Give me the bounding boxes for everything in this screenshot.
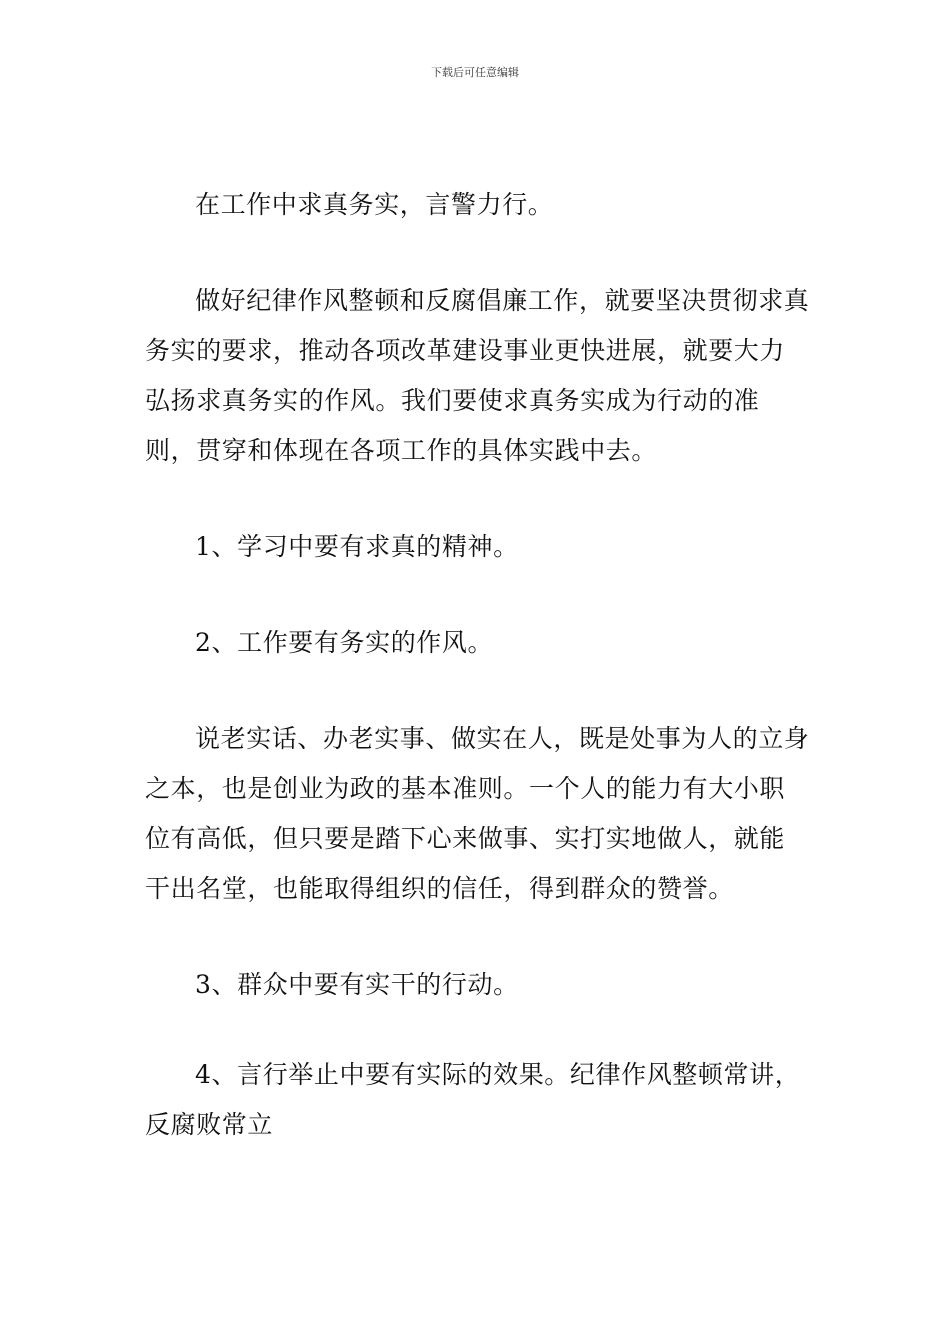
paragraph-item-3: 3、群众中要有实干的行动。 [195, 970, 519, 999]
paragraph-item-4: 4、言行举止中要有实际的效果。纪律作风整顿常讲，反腐败常立 [145, 1060, 801, 1139]
paragraph-seek-truth: 做好纪律作风整顿和反腐倡廉工作，就要坚决贯彻求真务实的要求，推动各项改革建设事业更快进展，就要大力弘扬求真务实的作风。我们要使求真务实成为行动的准则，贯穿和体现在各项工作的具体实践中去。 [145, 286, 810, 465]
page-header: 下载后可任意编辑 [431, 66, 519, 79]
document-body [145, 180, 810, 1150]
paragraph-honesty: 说老实话、办老实事、做实在人，既是处事为人的立身之本，也是创业为政的基本准则。一个人的能力有大小职位有高低，但只要是踏下心来做事、实打实地做人，就能干出名堂，也能取得组织的信任，得到群众的赞誉。 [145, 724, 810, 903]
paragraph-intro: 在工作中求真务实，言警力行。 [195, 190, 554, 219]
paragraph-item-2: 2、工作要有务实的作风。 [195, 628, 494, 657]
paragraph-item-1: 1、学习中要有求真的精神。 [195, 532, 519, 561]
